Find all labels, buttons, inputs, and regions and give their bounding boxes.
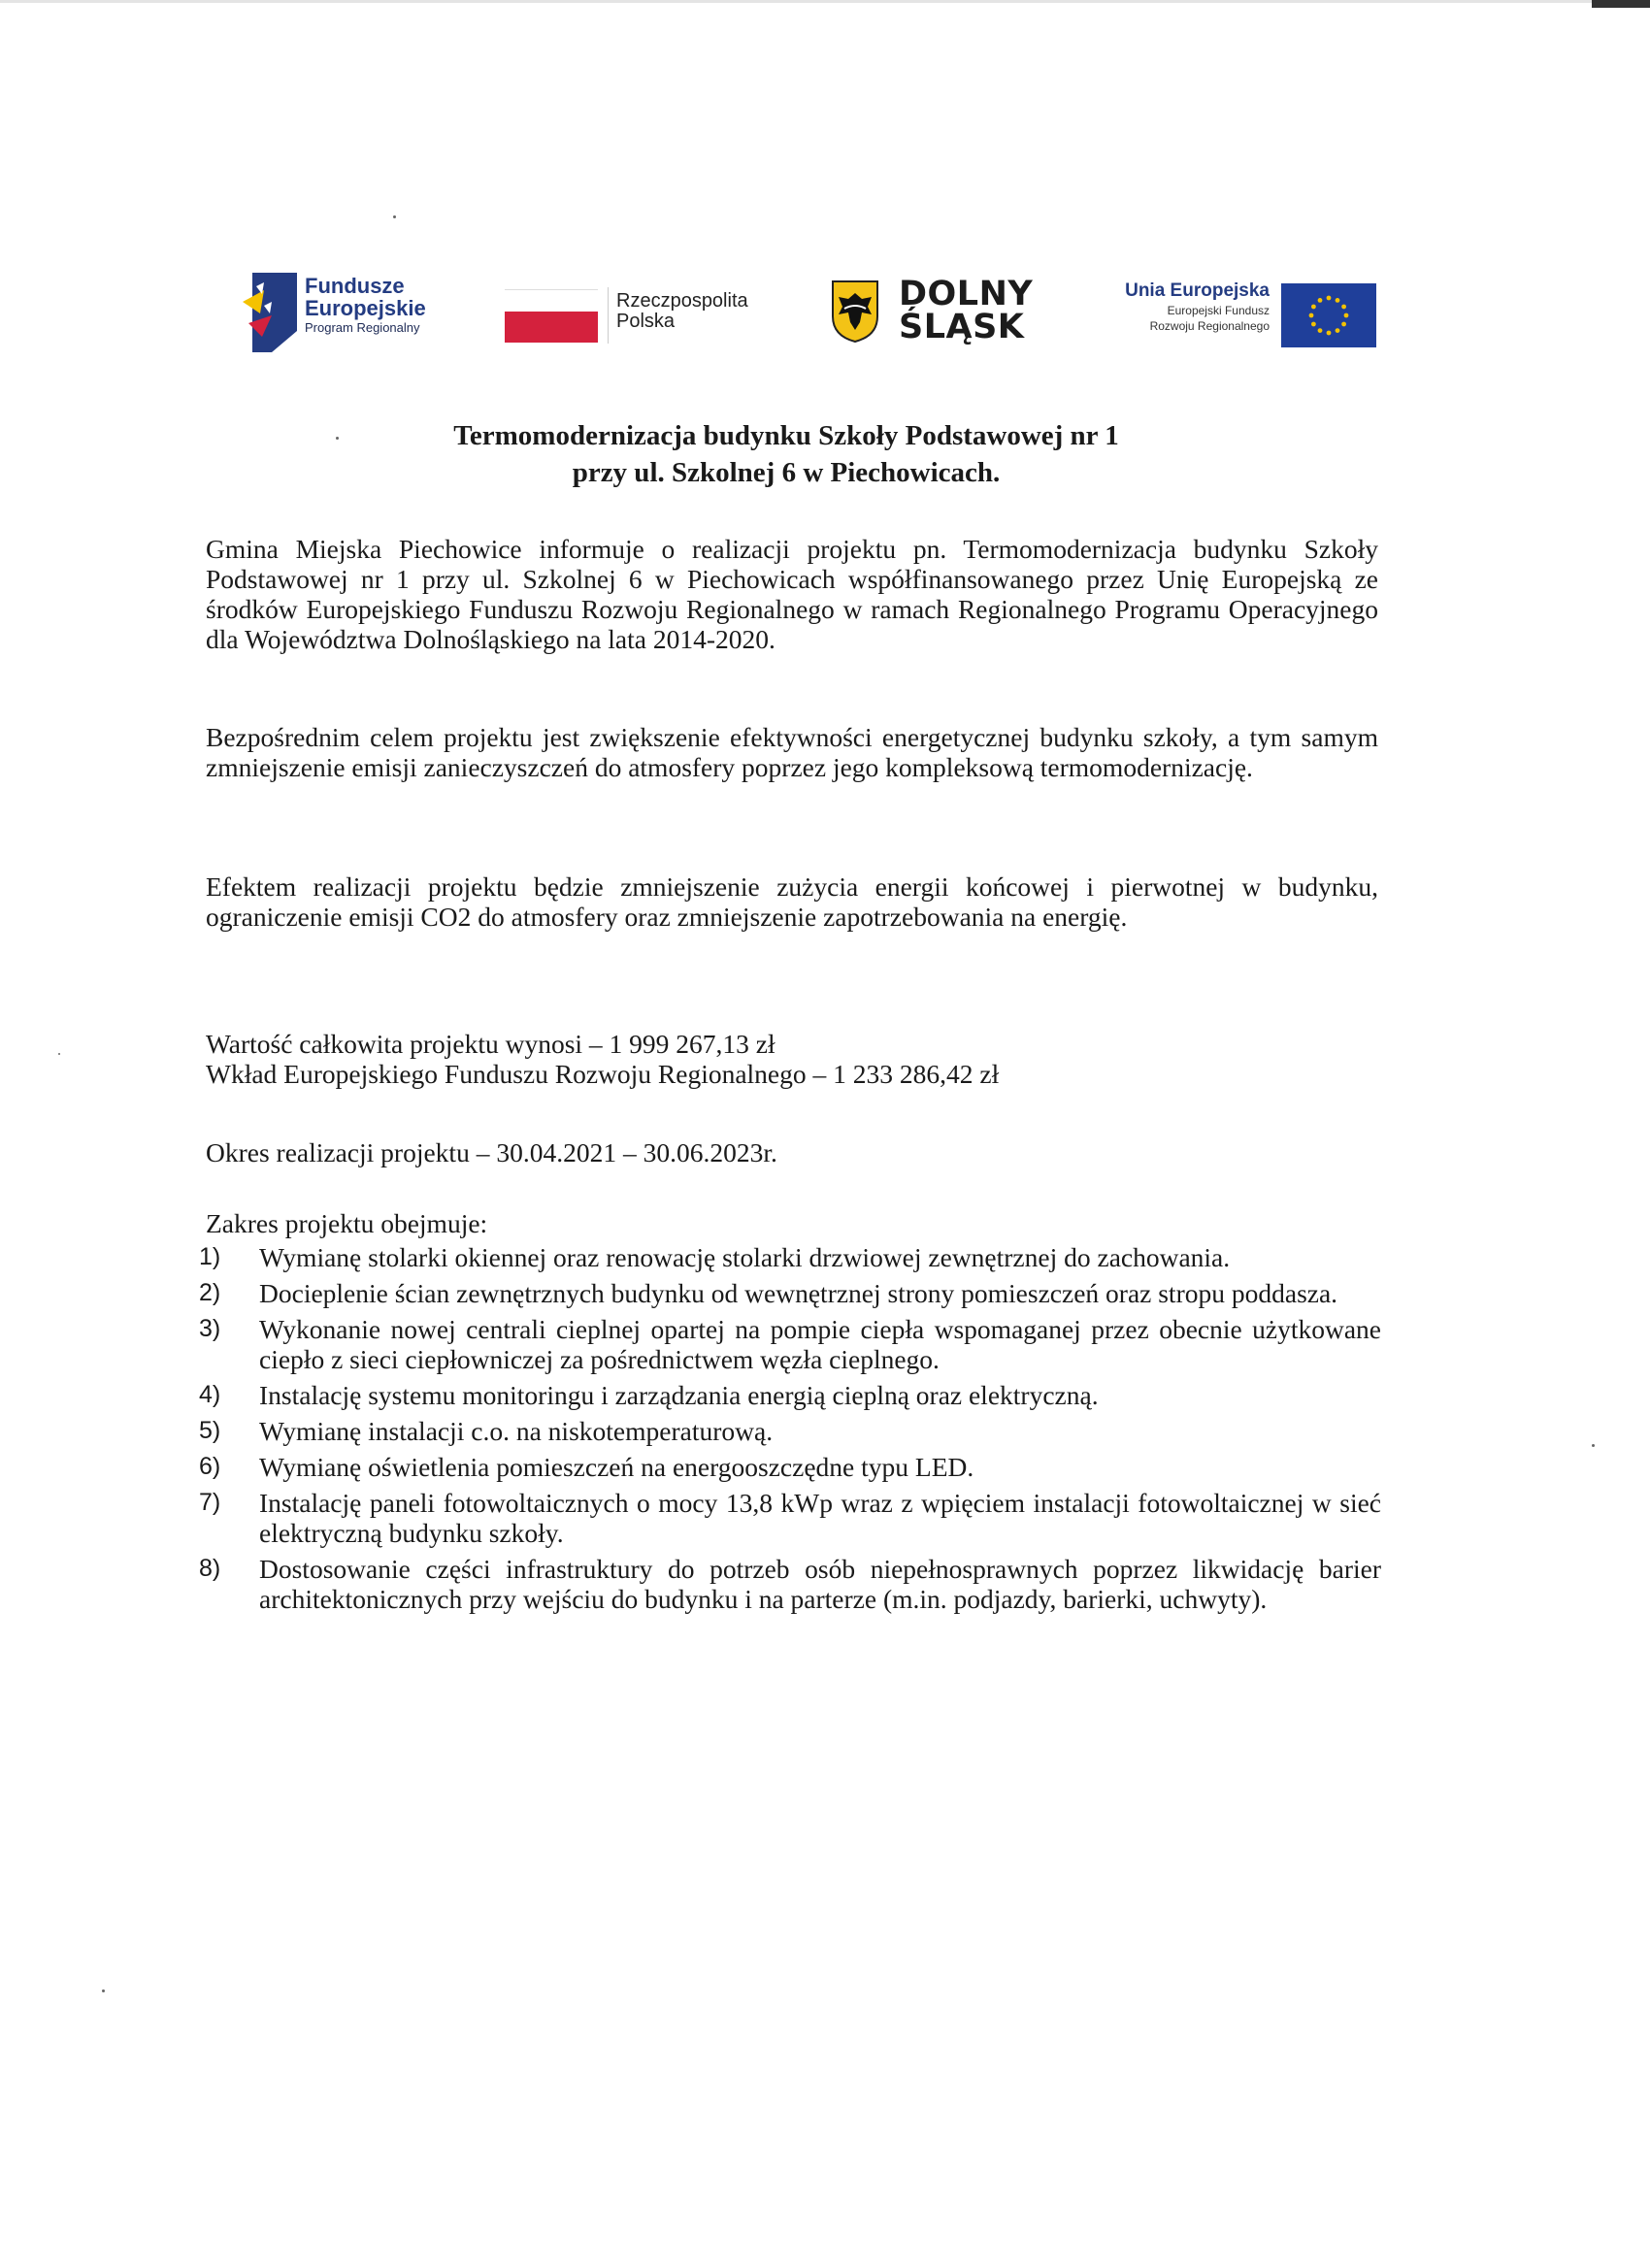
dolny-slask-line1: DOLNY bbox=[899, 275, 1034, 313]
scope-item bbox=[199, 1488, 1381, 1548]
scan-speck bbox=[393, 215, 396, 218]
scan-speck bbox=[336, 437, 339, 440]
scope-item-text: Dostosowanie części infrastruktury do potrzeb osób niepełnosprawnych poprzez likwidację barier architektonicznych przy wejściu do budynku i na parterze (m.in. podjazdy, barierki, uchwyty). bbox=[259, 1554, 1381, 1614]
scope-item bbox=[199, 1380, 1381, 1410]
scope-item-text: Wymianę instalacji c.o. na niskotemperaturową. bbox=[259, 1416, 774, 1446]
scope-item bbox=[199, 1416, 1381, 1446]
fundusze-line3: Program Regionalny bbox=[305, 320, 420, 335]
unia-line3: Rozwoju Regionalnego bbox=[1149, 319, 1270, 333]
scope-item-number: 6) bbox=[199, 1453, 221, 1480]
scope-item-number: 2) bbox=[199, 1279, 221, 1306]
scope-item bbox=[199, 1314, 1381, 1374]
scope-item-number: 5) bbox=[199, 1417, 221, 1444]
scope-item-number: 8) bbox=[199, 1555, 221, 1582]
dolny-slask-text bbox=[899, 275, 1034, 346]
scope-item bbox=[199, 1278, 1381, 1308]
scope-item-text: Instalację systemu monitoringu i zarządzania energią cieplną oraz elektryczną. bbox=[259, 1380, 1099, 1410]
polska-line1: Rzeczpospolita bbox=[616, 290, 748, 312]
unia-europejska-logo bbox=[1089, 279, 1380, 357]
title-line2: przy ul. Szkolnej 6 w Piechowicach. bbox=[572, 457, 1001, 488]
rzeczpospolita-polska-logo bbox=[505, 276, 796, 349]
scope-item-text: Docieplenie ścian zewnętrznych budynku od wewnętrznej strony pomieszczeń oraz stropu poddasza. bbox=[259, 1278, 1338, 1308]
scope-item-number: 1) bbox=[199, 1243, 221, 1270]
scope-item bbox=[199, 1452, 1381, 1482]
finance-block bbox=[206, 1029, 1378, 1089]
logo-bar bbox=[0, 0, 1650, 388]
fundusze-europejskie-logo bbox=[243, 273, 466, 352]
logo-divider bbox=[608, 287, 609, 344]
dolny-slask-line2: ŚLĄSK bbox=[899, 308, 1025, 346]
fundusze-line1: Fundusze bbox=[305, 274, 405, 298]
scope-item-number: 4) bbox=[199, 1381, 221, 1408]
dolny-slask-logo bbox=[831, 275, 1064, 355]
rzeczpospolita-polska-text bbox=[616, 291, 748, 332]
efrr-contribution-line: Wkład Europejskiego Funduszu Rozwoju Regionalnego – 1 233 286,42 zł bbox=[206, 1059, 1000, 1089]
scope-item bbox=[199, 1554, 1381, 1614]
goal-paragraph: Bezpośrednim celem projektu jest zwiększenie efektywności energetycznej budynku szkoły, a tym samym zmniejszenie emisji zanieczyszczeń do atmosfery poprzez jego kompleksową termomodernizację. bbox=[206, 722, 1378, 782]
scan-speck bbox=[58, 1053, 60, 1055]
scope-list bbox=[199, 1242, 1381, 1620]
unia-line1: Unia Europejska bbox=[1125, 280, 1270, 301]
unia-europejska-text bbox=[1089, 279, 1270, 334]
scope-item-number: 7) bbox=[199, 1489, 221, 1516]
polish-flag-icon bbox=[505, 289, 598, 343]
fundusze-europejskie-icon bbox=[243, 273, 297, 352]
scope-item bbox=[199, 1242, 1381, 1272]
total-value-line: Wartość całkowita projektu wynosi – 1 999 267,13 zł bbox=[206, 1029, 776, 1059]
eu-flag-icon bbox=[1281, 283, 1376, 347]
intro-paragraph: Gmina Miejska Piechowice informuje o realizacji projektu pn. Termomodernizacja budynku Szkoły Podstawowej nr 1 przy ul. Szkolnej 6 w Piechowicach współfinansowanego przez Unię Europejską ze środków Europejskiego Funduszu Rozwoju Regionalnego w ramach Regionalnego Programu Operacyjnego dla Województwa Dolnośląskiego na lata 2014-2020. bbox=[206, 534, 1378, 654]
scope-item-text: Instalację paneli fotowoltaicznych o mocy 13,8 kWp wraz z wpięciem instalacji fotowoltaicznej w sieć elektryczną budynku szkoły. bbox=[259, 1488, 1381, 1548]
scan-speck bbox=[1592, 1444, 1595, 1447]
title-line1: Termomodernizacja budynku Szkoły Podstawowej nr 1 bbox=[453, 420, 1119, 451]
eagle-shield-icon bbox=[831, 279, 879, 344]
document-title bbox=[194, 417, 1378, 491]
fundusze-europejskie-text bbox=[305, 275, 426, 337]
eu-stars-icon bbox=[1281, 283, 1376, 347]
project-period: Okres realizacji projektu – 30.04.2021 – 30.06.2023r. bbox=[206, 1137, 777, 1167]
scope-item-text: Wymianę oświetlenia pomieszczeń na energooszczędne typu LED. bbox=[259, 1452, 974, 1482]
scope-heading: Zakres projektu obejmuje: bbox=[206, 1208, 488, 1238]
scope-item-number: 3) bbox=[199, 1315, 221, 1342]
effect-paragraph: Efektem realizacji projektu będzie zmniejszenie zużycia energii końcowej i pierwotnej w budynku, ograniczenie emisji CO2 do atmosfery oraz zmniejszenie zapotrzebowania na energię. bbox=[206, 871, 1378, 932]
polska-line2: Polska bbox=[616, 311, 676, 332]
scan-speck bbox=[102, 1989, 105, 1992]
scope-item-text: Wykonanie nowej centrali cieplnej opartej na pompie ciepła wspomaganej przez obecnie użytkowane ciepło z sieci ciepłowniczej za pośrednictwem węzła cieplnego. bbox=[259, 1314, 1381, 1374]
scope-item-text: Wymianę stolarki okiennej oraz renowację stolarki drzwiowej zewnętrznej do zachowania. bbox=[259, 1242, 1231, 1272]
fundusze-line2: Europejskie bbox=[305, 296, 426, 320]
unia-line2: Europejski Fundusz bbox=[1167, 304, 1270, 317]
